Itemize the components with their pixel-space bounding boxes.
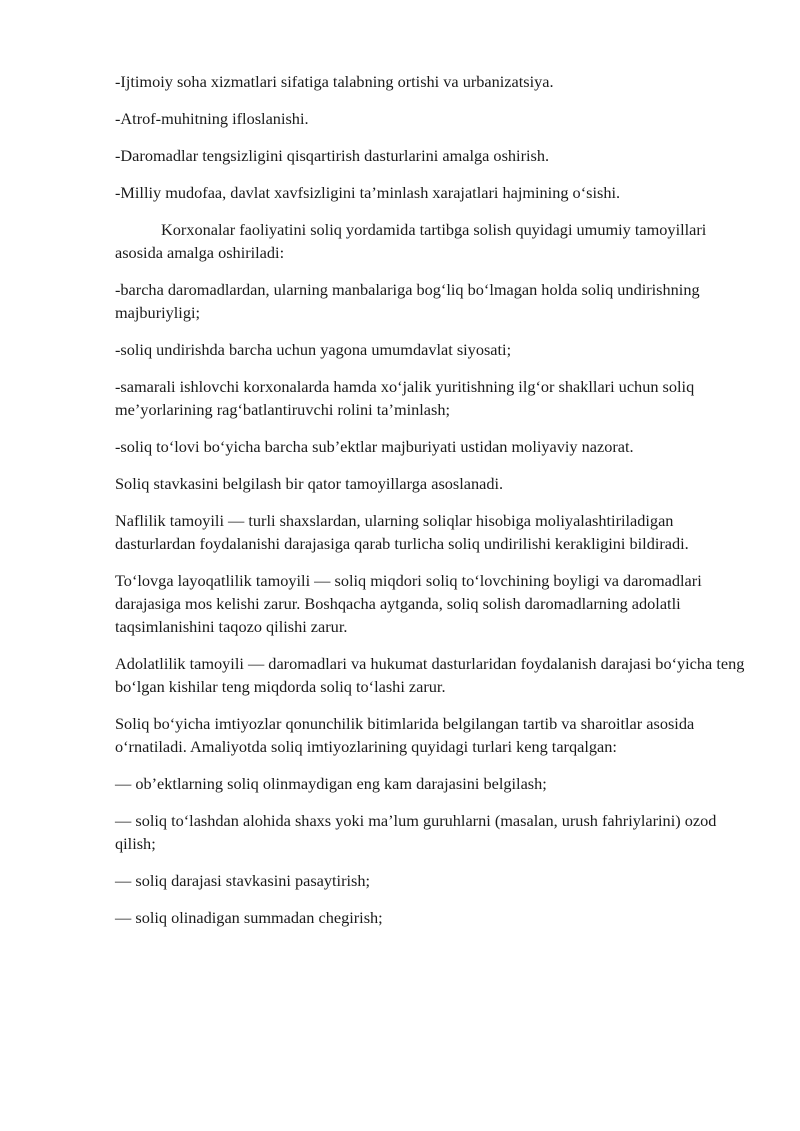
paragraph-1: -Ijtimoiy soha xizmatlari sifatiga talabning ortishi va urbanizatsiya. [115,72,554,91]
paragraph-7: -soliq undirishda barcha uchun yagona umumdavlat siyosati; [115,340,512,359]
paragraph-17: — soliq darajasi stavkasini pasaytirish; [115,871,371,890]
paragraph-9: -soliq to‘lovi bo‘yicha barcha sub’ektlar majburiyati ustidan moliyaviy nazorat. [115,437,634,456]
paragraph-13: Adolatlilik tamoyili — daromadlari va hukumat dasturlaridan foydalanish darajasi bo‘yicha teng bo‘lgan kishilar teng miqdorda soliq to‘lashi zarur. [115,654,745,696]
document-page [115,70,745,943]
paragraph-14: Soliq bo‘yicha imtiyozlar qonunchilik bitimlarida belgilangan tartib va sharoitlar asosida o‘rnatiladi. Amaliyotda soliq imtiyozlarining quyidagi turlari keng tarqalgan: [115,714,695,756]
paragraph-10: Soliq stavkasini belgilash bir qator tamoyillarga asoslanadi. [115,474,504,493]
paragraph-12: To‘lovga layoqatlilik tamoyili — soliq miqdori soliq to‘lovchining boyligi va daromadlari darajasiga mos kelishi zarur. Boshqacha aytganda, soliq solish daromadlarning adolatli taqsimlanishini taqozo qilishi zarur. [115,571,702,636]
paragraph-5: Korxonalar faoliyatini soliq yordamida tartibga solish quyidagi umumiy tamoyillari asosida amalga oshiriladi: [115,220,707,262]
paragraph-6: -barcha daromadlardan, ularning manbalariga bog‘liq bo‘lmagan holda soliq undirishning majburiyligi; [115,280,700,322]
paragraph-11: Naflilik tamoyili — turli shaxslardan, ularning soliqlar hisobiga moliyalashtiriladigan dasturlardan foydalanishi darajasiga qarab turlicha soliq undirilishi kerakligini bildiradi. [115,511,689,553]
paragraph-8: -samarali ishlovchi korxonalarda hamda xo‘jalik yuritishning ilg‘or shakllari uchun soliq me’yorlarining rag‘batlantiruvchi rolini ta’minlash; [115,377,695,419]
paragraph-16: — soliq to‘lashdan alohida shaxs yoki ma’lum guruhlarni (masalan, urush fahriylarini) ozod qilish; [115,811,717,853]
paragraph-18: — soliq olinadigan summadan chegirish; [115,908,383,927]
paragraph-15: — ob’ektlarning soliq olinmaydigan eng kam darajasini belgilash; [115,774,547,793]
paragraph-2: -Atrof-muhitning ifloslanishi. [115,109,309,128]
paragraph-4: -Milliy mudofaa, davlat xavfsizligini ta’minlash xarajatlari hajmining o‘sishi. [115,183,621,202]
paragraph-3: -Daromadlar tengsizligini qisqartirish dasturlarini amalga oshirish. [115,146,550,165]
